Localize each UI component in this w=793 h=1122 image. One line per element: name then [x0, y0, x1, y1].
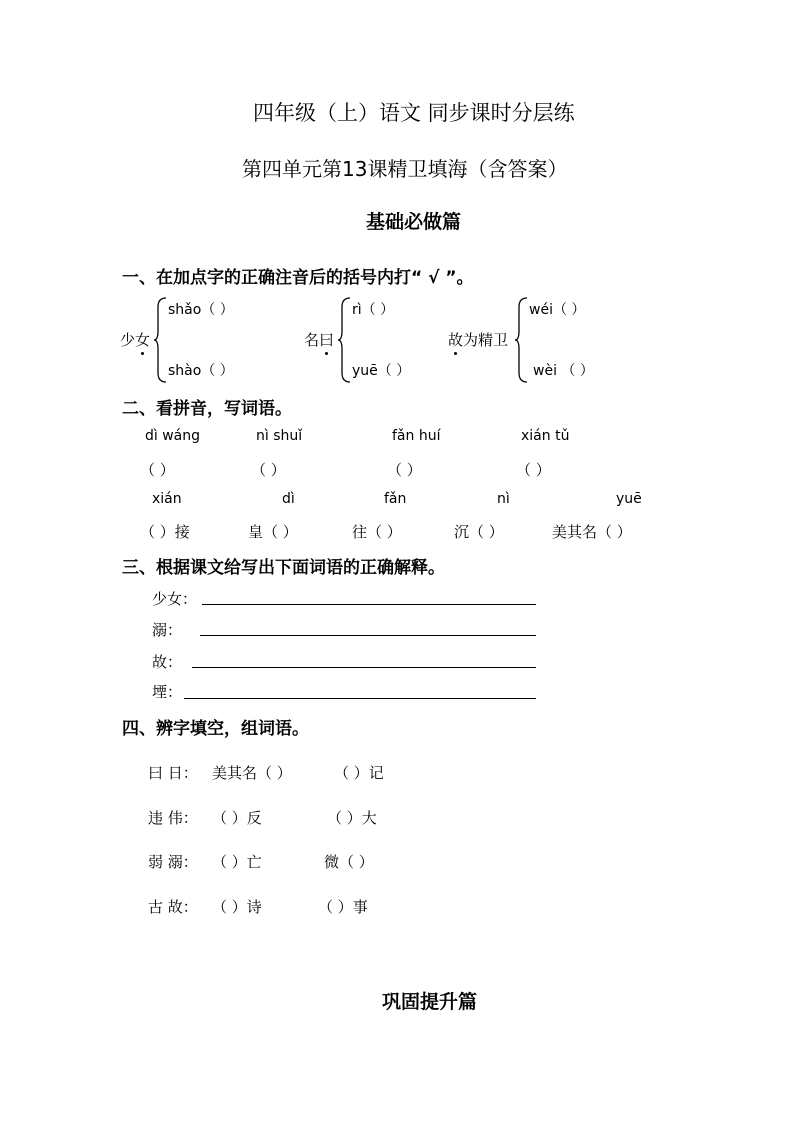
q2-pinyin-1: dì wáng [145, 428, 201, 444]
q2-answer-5[interactable]: （ ）接 [140, 523, 190, 541]
q2-pinyin-7: fǎn [384, 491, 407, 507]
q1-brace-3 [515, 297, 529, 383]
q1-option-2a[interactable]: rì（ ） [352, 302, 395, 318]
q1-word-2-dotted-char: 曰 [319, 331, 335, 349]
document-title: 四年级（上）语文 同步课时分层练 [253, 101, 575, 125]
q1-option-2b[interactable]: yuē（ ） [352, 363, 411, 379]
q2-pinyin-3: fǎn huí [392, 428, 441, 444]
document-subtitle: 第四单元第13课精卫填海（含答案） [242, 157, 568, 181]
q2-answer-3[interactable]: （ ） [387, 461, 422, 479]
q1-word-1-dotted-char: 女 [135, 331, 151, 349]
q1-option-1b[interactable]: shào（ ） [168, 363, 234, 379]
q4-blank-2a[interactable]: （ ）反 [212, 809, 262, 827]
q2-answer-7[interactable]: 往（ ） [352, 523, 402, 541]
q1-word-1-pre: 少 [120, 331, 136, 349]
q1-option-1a[interactable]: shǎo（ ） [168, 302, 234, 318]
q2-answer-1[interactable]: （ ） [140, 461, 175, 479]
q4-blank-3a[interactable]: （ ）亡 [212, 853, 262, 871]
q1-word-2-pre: 名 [304, 331, 320, 349]
q3-label-4: 堙： [152, 683, 183, 701]
q3-label-2: 溺： [152, 621, 183, 639]
q1-word-3-dotted-char: 故 [448, 331, 464, 349]
q1-heading: 一、在加点字的正确注音后的括号内打“ √ ”。 [122, 268, 474, 288]
q4-blank-4a[interactable]: （ ）诗 [212, 898, 262, 916]
q1-option-3b[interactable]: wèi （ ） [533, 363, 594, 379]
q1-brace-1 [154, 297, 168, 383]
q3-answer-line-3[interactable] [192, 667, 536, 668]
section-basic-heading: 基础必做篇 [366, 211, 462, 233]
q1-word-3-post: 为精卫 [463, 331, 509, 349]
q3-label-3: 故： [152, 653, 183, 671]
q3-heading: 三、根据课文给写出下面词语的正确解释。 [122, 558, 445, 578]
q3-answer-line-4[interactable] [184, 698, 536, 699]
q2-pinyin-8: nì [497, 491, 510, 507]
q2-pinyin-9: yuē [616, 491, 642, 507]
section-advanced-heading: 巩固提升篇 [382, 991, 478, 1013]
q4-heading: 四、辨字填空，组词语。 [122, 719, 309, 739]
q3-label-1: 少女： [152, 590, 198, 608]
q4-blank-2b[interactable]: （ ）大 [327, 809, 377, 827]
q4-blank-3b[interactable]: 微（ ） [324, 853, 374, 871]
q1-word-3 [448, 329, 508, 350]
q2-answer-2[interactable]: （ ） [251, 461, 286, 479]
q2-pinyin-6: dì [282, 491, 295, 507]
q2-answer-6[interactable]: 皇（ ） [248, 523, 298, 541]
q4-chars-2: 违 伟： [148, 809, 198, 827]
q4-blank-1a[interactable]: 美其名（ ） [212, 764, 292, 782]
q2-pinyin-5: xián [152, 491, 182, 507]
q4-chars-4: 古 故： [148, 898, 198, 916]
q3-answer-line-1[interactable] [202, 604, 536, 605]
q2-answer-4[interactable]: （ ） [516, 461, 551, 479]
q1-word-2 [304, 329, 334, 350]
q1-option-3a[interactable]: wéi（ ） [529, 302, 586, 318]
q4-blank-1b[interactable]: （ ）记 [334, 764, 384, 782]
q3-answer-line-2[interactable] [200, 635, 536, 636]
q2-heading: 二、看拼音，写词语。 [122, 399, 292, 419]
q4-blank-4b[interactable]: （ ）事 [318, 898, 368, 916]
q4-chars-1: 曰 日： [148, 764, 198, 782]
q2-pinyin-4: xián tǔ [521, 428, 570, 444]
q2-pinyin-2: nì shuǐ [256, 428, 303, 444]
q2-answer-9[interactable]: 美其名（ ） [552, 523, 632, 541]
q1-word-1 [120, 329, 150, 350]
q4-chars-3: 弱 溺： [148, 853, 198, 871]
q2-answer-8[interactable]: 沉（ ） [454, 523, 504, 541]
q1-brace-2 [338, 297, 352, 383]
